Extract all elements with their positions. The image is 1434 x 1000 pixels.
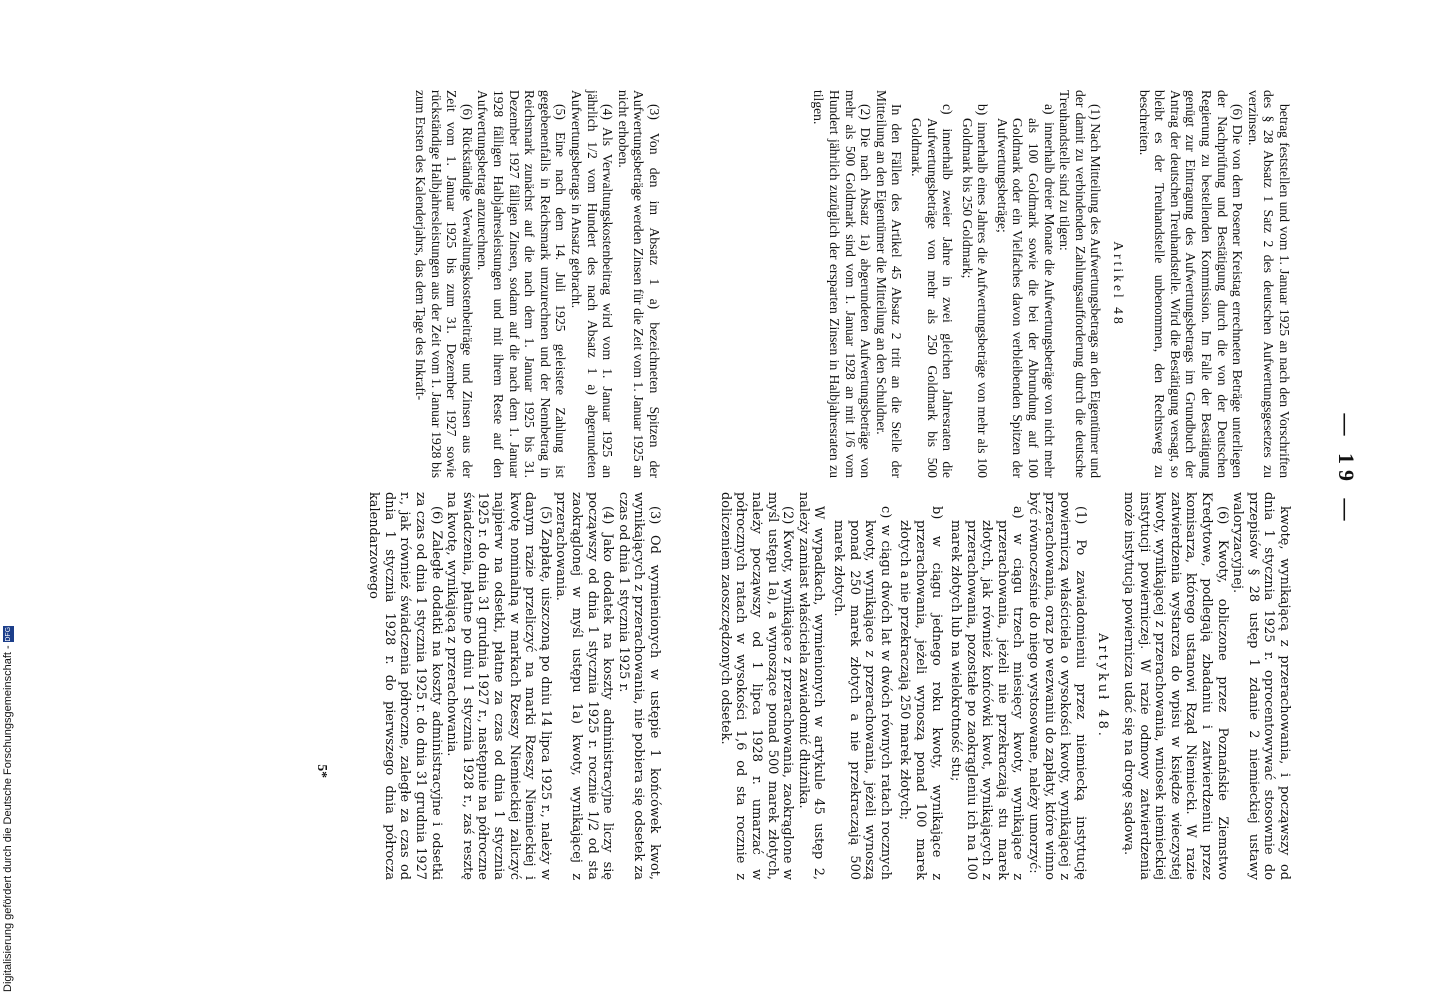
polish-article-heading: Artykuł 48. (1095, 633, 1111, 739)
polish-item-a-tag: a) (1010, 506, 1026, 519)
polish-paragraph-1: (1) Po zawiadomieniu przez niemiecką instytucję powierniczą właściciela o wysokości kwoty, wynikającej z przerachowania, oraz po wezwaniu do zapłaty, które winno być równocześnie do niego wystosowane, należy umorzyć: (1026, 492, 1088, 880)
german-item-a-tag: a) (1041, 104, 1057, 115)
german-paragraph-6b: (6) Rückständige Verwaltungskostenbeiträge und Zinsen aus der Zeit vom 1. Januar 1925 bis zum 31. Dezember 1927 sowie rückständige Halbjahresleistungen aus der Zeit vom 1. Januar 1928 bis zum Ersten des Kalenderjahrs, das dem Tage des Inkraft- (413, 90, 475, 478)
german-lower-section (242, 90, 662, 478)
page-number: — 19 — (1334, 413, 1359, 527)
footer-text: Digitalisierung gefördert durch die Deutsche Forschungsgemeinschaft - (2, 645, 14, 992)
polish-lower-section (242, 492, 662, 880)
dfg-logo-icon: DFG (4, 626, 12, 642)
german-item-c-text: innerhalb zweier Jahre in zwei gleichen Jahresraten die Aufwertungsbeträge von mehr als 250 Goldmark bis 500 Goldmark. (908, 118, 956, 478)
german-paragraph-3: (3) Von den im Absatz 1 a) bezeichneten Spitzen der Aufwertungsbeträge werden Zinsen für die Zeit vom 1. Januar 1925 an nicht erhoben. (615, 90, 662, 478)
german-paragraph-1: (1) Nach Mitteilung des Aufwertungsbetrags an den Eigentümer und der damit zu verbindenden Zahlungsaufforderung durch die deutsche Treuhandstelle sind zu tilgen: (1057, 90, 1104, 478)
polish-paragraph-2: (2) Kwoty, wynikające z przerachowania, zaokrąglone w myśl ustępu 1a), a wynoszące ponad 500 marek złotych, należy począwszy od 1 lipca 1928 r. umarzać w półrocznych ratach w wysokości 1,6 od sta rocznie z doliczeniem zaoszczędzonych odsetek. (717, 492, 796, 880)
polish-item-b (897, 492, 944, 880)
footer-text-rotated (2, 592, 16, 992)
polish-paragraph-3: (3) Od wymienionych w ustępie 1 końcówek kwot, wynikających z przerachowania, nie pobiera się odsetek za czas od dnia 1 stycznia 1925 r. (615, 492, 662, 880)
polish-item-c-text: w ciągu dwóch lat w dwóch równych ratach rocznych kwoty, wynikające z przerachowania, jeżeli wynoszą ponad 250 marek złotych a nie przekraczają 500 marek złotych. (830, 520, 893, 880)
german-article-heading: Artikel 48 (1111, 241, 1127, 327)
polish-paragraph-6b: (6) Zaległe dodatki na koszty administracyjne i odsetki za czas od dnia 1 stycznia 1925 r. do dnia 31 grudnia 1927 r., jak również świadczenia półroczne, zaległe za czas od dnia 1 stycznia 1928 r. do pierwszego dnia półrocza kalendarzowego (366, 492, 444, 880)
german-item-b-text: innerhalb eines Jahres die Aufwertungsbeträge von mehr als 100 Goldmark bis 250 Goldmark; (959, 118, 991, 478)
polish-item-a (948, 492, 1026, 880)
polish-item-b-tag: b) (928, 506, 944, 520)
german-upper-section (772, 90, 1292, 478)
german-item-c (908, 90, 955, 478)
german-paragraph-6: (6) Die von dem Posener Kreistag errechneten Beträge unterliegen der Nachprüfung und Bestätigung durch die von der Deutschen Regierung zu bestellenden Kommission. Im Falle der Bestätigung genügt zur Eintragung des Aufwertungsbetrags im Grundbuch der Antrag der deutschen Treuhandstelle. Wird die Bestätigung versagt, so bleibt es der Treuhandstelle unbenommen, den Rechtsweg zu beschreiten. (1136, 90, 1246, 478)
rotated-page (134, 90, 1359, 880)
polish-paragraph-wypadkach: W wypadkach, wymienionych w artykule 45 ustęp 2, należy zamiast właściciela zawiadomić dłużnika. (795, 492, 827, 880)
polish-paragraph-5: (5) Zapłatę, uiszczoną po dniu 14 lipca 1925 r., należy w danym razie przeliczyć na marki Rzeszy Niemieckiej i kwotę nominalną w markach Rzeszy Niemieckiej zaliczyć najpierw na odsetki, płatne za czas od dnia 1 stycznia 1925 r. do dnia 31 grudnia 1927 r., następnie na półroczne świadczenia, płatne po dniu 1 stycznia 1928 r., zaś resztę na kwotę, wynikającą z przerachowania. (444, 492, 553, 880)
polish-upper-section (717, 492, 1292, 880)
german-paragraph-4: (4) Als Verwaltungskostenbeitrag wird vom 1. Januar 1925 an jährlich 1/2 vom Hundert des nach Absatz 1 a) abgerundeten Aufwertungsbetrags in Ansatz gebracht. (569, 90, 616, 478)
polish-item-c-tag: c) (877, 506, 893, 519)
german-item-b (959, 90, 990, 478)
german-intro: betrag feststellen und vom 1. Januar 1925 an nach den Vorschriften des § 28 Absatz 1 Satz 2 des deutschen Aufwertungsgesetzes zu verzinsen. (1245, 90, 1292, 478)
german-paragraph-5: (5) Eine nach dem 14. Juli 1925 geleistete Zahlung ist gegebenenfalls in Reichsmark umzurechnen und der Nennbetrag in Reichsmark zunächst auf die nach dem 1. Januar 1925 bis 31. Dezember 1927 fälligen Zinsen, sodann auf die nach dem 1. Januar 1928 fälligen Halbjahresleistungen und mit ihrem Reste auf den Aufwertungsbetrag anzurechnen. (475, 90, 569, 478)
german-paragraph-faelle: In den Fällen des Artikel 45 Absatz 2 tritt an die Stelle der Mitteilung an den Eigentümer die Mitteilung an den Schuldner. (873, 90, 905, 478)
german-item-a-text: innerhalb dreier Monate die Aufwertungsbeträge von nicht mehr als 100 Goldmark sowie die bei der Abrundung auf 100 Goldmark oder ein Vielfaches davon verbleibenden Spitzen der Aufwertungsbeträge; (994, 118, 1057, 478)
german-item-c-tag: c) (940, 104, 956, 115)
polish-item-c (830, 492, 892, 880)
polish-intro: kwotę, wynikającą z przerachowania, i począwszy od dnia 1 stycznia 1925 r. oprocentowywać stosownie do przepisów § 28 ustęp 1 zdanie 2 niemieckiej ustawy waloryzacyjnej. (1230, 492, 1292, 880)
polish-paragraph-4: (4) Jako dodatek na koszty administracyjne liczy się począwszy od dnia 1 stycznia 1925 r. rocznie 1/2 od sta zaokrąglonej w myśl ustępu 1a) kwoty, wynikającej z przerachowania. (553, 492, 616, 880)
german-item-b-tag: b) (975, 104, 991, 116)
german-paragraph-2: (2) Die nach Absatz 1a) abgerundeten Aufwertungsbeträge von mehr als 500 Goldmark sind vom 1. Januar 1928 an mit 1/6 vom Hundert jährlich zuzüglich der ersparten Zinsen in Halbjahresraten zu tilgen. (811, 90, 874, 478)
german-item-a (994, 90, 1056, 478)
footer-credit (2, 592, 24, 992)
polish-item-a-text: w ciągu trzech miesięcy kwoty, wynikające z przerachowania, jeżeli nie przekraczają stu marek złotych, jak również końcówki kwot, wynikających z przerachowania, pozostałe po zaokrągleniu ich na 100 marek złotych lub na wielokrotność stu; (948, 520, 1026, 880)
signature-mark: 5* (315, 764, 330, 778)
polish-paragraph-6: (6) Kwoty, obliczone przez Poznańskie Ziemstwo Kredytowe, podlegają zbadaniu i zatwierdzeniu przez komisarza, którego ustanowi Rząd Niemiecki. W razie zatwierdzenia wystarcza do wpisu w księdze wieczystej kwoty, wynikającej z przerachowania, wniosek niemieckiej instytucji powierniczej. W razie odmowy zatwierdzenia może instytucja powiernicza udać się na drogę sądową. (1121, 492, 1230, 880)
polish-item-b-text: w ciągu jednego roku kwoty, wynikające z przerachowania, jeżeli wynoszą ponad 100 marek złotych a nie przekraczają 250 marek złotych; (897, 520, 944, 880)
